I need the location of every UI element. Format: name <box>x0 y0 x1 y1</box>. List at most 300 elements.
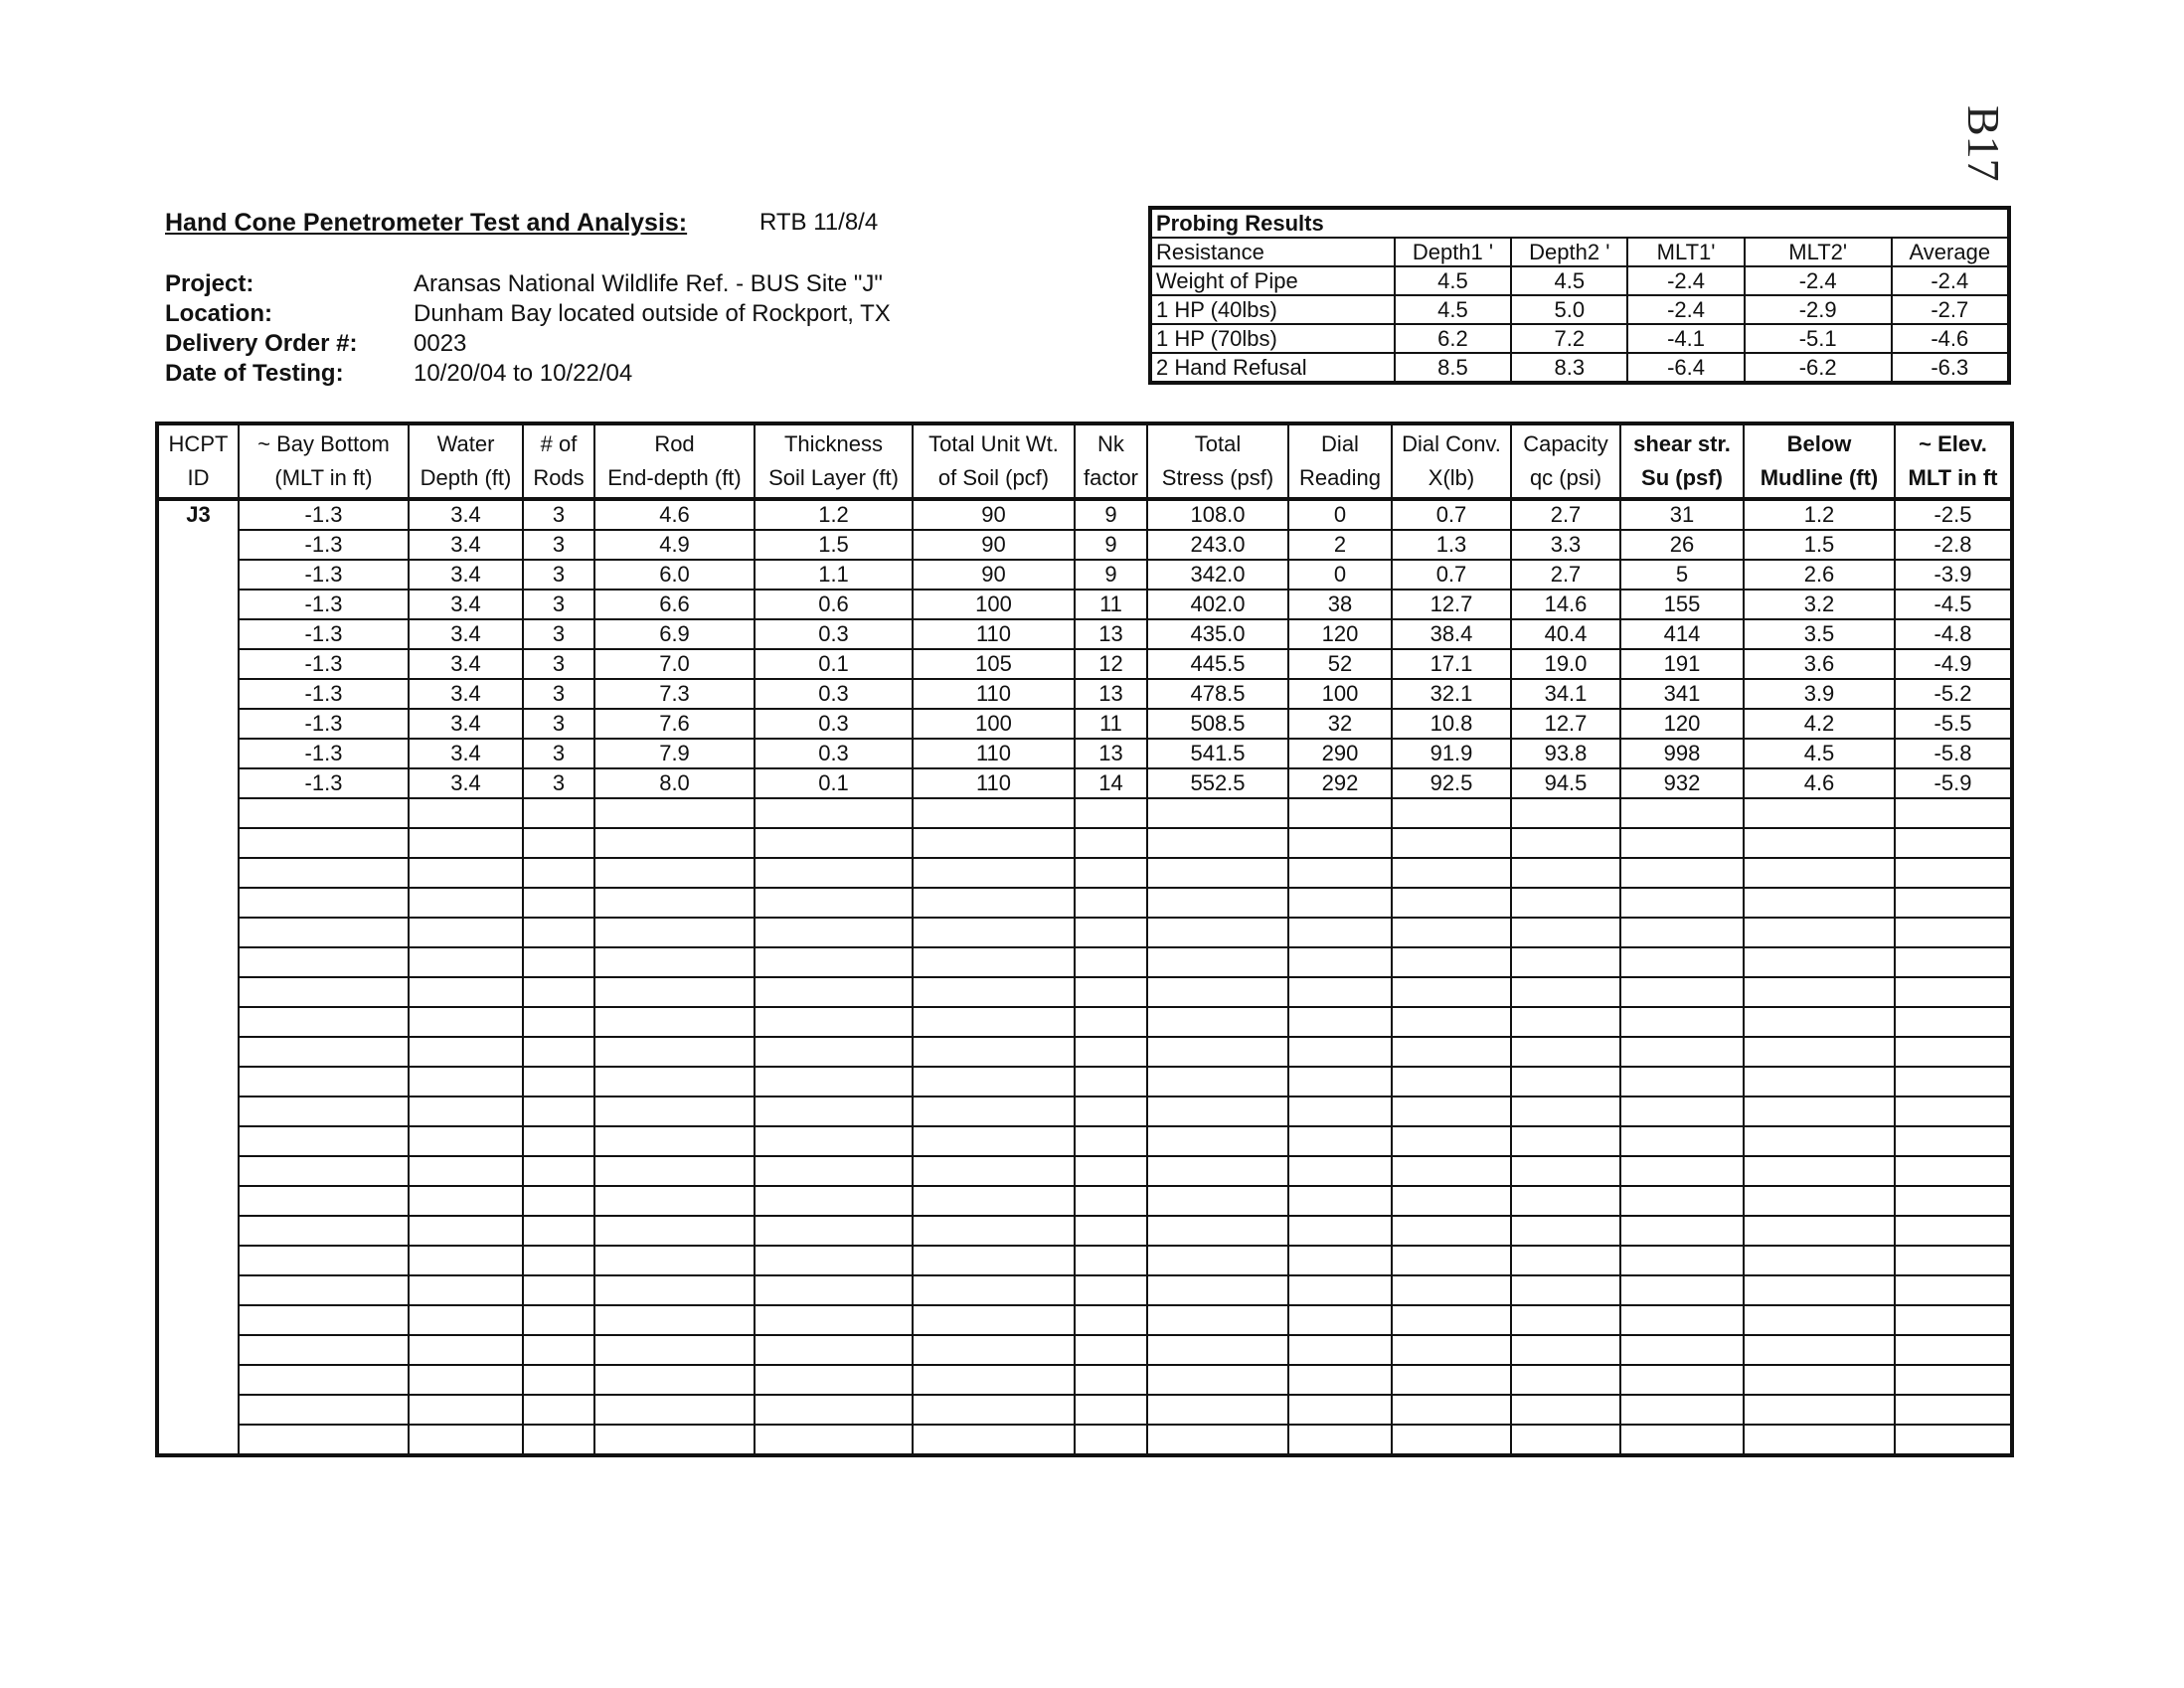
table-cell: 0.7 <box>1392 560 1511 590</box>
hcpt-id-cell <box>157 1305 239 1335</box>
table-cell <box>1392 977 1511 1007</box>
table-cell <box>1620 828 1744 858</box>
table-cell <box>913 1335 1075 1365</box>
table-cell: 445.5 <box>1147 649 1288 679</box>
table-cell <box>1075 1305 1147 1335</box>
table-cell <box>913 1186 1075 1216</box>
table-cell <box>523 888 594 918</box>
table-cell <box>1392 1275 1511 1305</box>
column-header-line1: Rod <box>654 431 695 456</box>
table-cell: 40.4 <box>1511 619 1620 649</box>
table-cell: 3.4 <box>409 499 523 530</box>
table-cell: 3 <box>523 619 594 649</box>
table-cell: 9 <box>1075 499 1147 530</box>
table-cell <box>1392 918 1511 947</box>
empty-table-row <box>157 1067 2012 1097</box>
table-cell <box>913 1007 1075 1037</box>
table-cell <box>1620 1335 1744 1365</box>
table-cell <box>755 1097 913 1126</box>
table-cell: -3.9 <box>1895 560 2012 590</box>
table-cell <box>913 1216 1075 1246</box>
hcpt-id-cell <box>157 649 239 679</box>
table-cell: 1.5 <box>1744 530 1895 560</box>
table-cell <box>594 947 755 977</box>
table-cell: 31 <box>1620 499 1744 530</box>
table-cell: 3 <box>523 768 594 798</box>
table-cell <box>1511 1097 1620 1126</box>
table-cell: 3 <box>523 530 594 560</box>
column-header-line2: factor <box>1083 465 1139 490</box>
table-cell <box>1744 1007 1895 1037</box>
table-cell: 2.7 <box>1511 499 1620 530</box>
empty-table-row <box>157 858 2012 888</box>
table-cell <box>755 1156 913 1186</box>
table-cell: 3 <box>523 739 594 768</box>
table-cell <box>1895 888 2012 918</box>
table-cell: 0.3 <box>755 679 913 709</box>
empty-table-row <box>157 1156 2012 1186</box>
empty-table-row <box>157 1305 2012 1335</box>
table-cell: 342.0 <box>1147 560 1288 590</box>
table-cell <box>1288 1156 1392 1186</box>
column-header <box>1075 423 1147 499</box>
table-cell <box>523 1216 594 1246</box>
table-cell <box>913 1156 1075 1186</box>
table-cell <box>1744 1365 1895 1395</box>
table-cell <box>409 1216 523 1246</box>
table-cell <box>755 1365 913 1395</box>
hcpt-id-cell: J3 <box>157 499 239 530</box>
probing-cell: -6.3 <box>1892 353 2009 383</box>
column-header-line2: Soil Layer (ft) <box>768 465 899 490</box>
table-cell <box>755 1037 913 1067</box>
table-cell: 402.0 <box>1147 590 1288 619</box>
table-cell: 290 <box>1288 739 1392 768</box>
table-cell: 0 <box>1288 499 1392 530</box>
column-header <box>1511 423 1620 499</box>
table-cell <box>1288 918 1392 947</box>
table-cell <box>409 1425 523 1455</box>
probing-cell: -2.4 <box>1627 295 1744 324</box>
table-cell <box>1744 918 1895 947</box>
hcpt-id-cell <box>157 1395 239 1425</box>
table-cell <box>239 1395 409 1425</box>
table-cell <box>913 1246 1075 1275</box>
probing-cell: -2.9 <box>1745 295 1892 324</box>
table-cell: 2.6 <box>1744 560 1895 590</box>
table-cell: -4.9 <box>1895 649 2012 679</box>
hcpt-id-cell <box>157 858 239 888</box>
table-cell <box>239 858 409 888</box>
table-cell: 12 <box>1075 649 1147 679</box>
probing-row <box>1150 353 2009 383</box>
table-cell: 110 <box>913 679 1075 709</box>
table-cell <box>523 1246 594 1275</box>
table-cell <box>1075 858 1147 888</box>
table-cell: 998 <box>1620 739 1744 768</box>
table-cell <box>239 1365 409 1395</box>
table-cell <box>1511 1126 1620 1156</box>
table-cell: 3.4 <box>409 679 523 709</box>
empty-table-row <box>157 1275 2012 1305</box>
table-cell <box>594 1246 755 1275</box>
table-cell <box>409 918 523 947</box>
table-cell <box>1895 1216 2012 1246</box>
table-cell <box>1147 1067 1288 1097</box>
table-cell: -2.5 <box>1895 499 2012 530</box>
table-cell: 932 <box>1620 768 1744 798</box>
hcpt-id-cell <box>157 888 239 918</box>
table-cell: 508.5 <box>1147 709 1288 739</box>
hcpt-id-cell <box>157 590 239 619</box>
table-row <box>157 499 2012 530</box>
table-cell <box>1147 918 1288 947</box>
table-cell <box>594 1275 755 1305</box>
table-cell <box>523 1007 594 1037</box>
table-cell <box>1895 1425 2012 1455</box>
table-cell <box>1392 858 1511 888</box>
hcpt-id-cell <box>157 560 239 590</box>
table-cell <box>523 1156 594 1186</box>
probing-header: MLT2' <box>1745 238 1892 266</box>
table-cell: 12.7 <box>1511 709 1620 739</box>
table-row <box>157 590 2012 619</box>
table-cell <box>409 1097 523 1126</box>
empty-table-row <box>157 1007 2012 1037</box>
table-cell <box>1288 1395 1392 1425</box>
table-cell <box>1744 1246 1895 1275</box>
probing-cell: -4.1 <box>1627 324 1744 353</box>
table-cell <box>1620 798 1744 828</box>
table-cell: 0.3 <box>755 709 913 739</box>
table-cell <box>1075 828 1147 858</box>
column-header-line1: Water <box>436 431 495 456</box>
table-cell <box>1147 1216 1288 1246</box>
table-cell: 91.9 <box>1392 739 1511 768</box>
probing-cell: -2.4 <box>1892 266 2009 295</box>
table-cell: -4.8 <box>1895 619 2012 649</box>
table-cell <box>1620 1305 1744 1335</box>
table-cell: 2 <box>1288 530 1392 560</box>
table-cell <box>239 918 409 947</box>
column-header-line2: Stress (psf) <box>1161 465 1274 490</box>
table-row <box>157 768 2012 798</box>
table-cell <box>1895 1126 2012 1156</box>
empty-table-row <box>157 1126 2012 1156</box>
table-cell: 32.1 <box>1392 679 1511 709</box>
column-header-line2: Mudline (ft) <box>1760 465 1879 490</box>
table-cell <box>1895 1037 2012 1067</box>
column-header-line2: X(lb) <box>1428 465 1475 490</box>
meta-label: Project: <box>165 270 254 297</box>
table-cell <box>1147 1156 1288 1186</box>
hcpt-id-cell <box>157 1186 239 1216</box>
table-cell <box>409 1246 523 1275</box>
table-cell: 120 <box>1288 619 1392 649</box>
column-header-line1: Nk <box>1097 431 1124 456</box>
column-header-line1: Total <box>1194 431 1242 456</box>
table-cell <box>1511 918 1620 947</box>
table-cell <box>1147 1335 1288 1365</box>
column-header-line1: Thickness <box>783 431 884 456</box>
table-cell <box>1895 1067 2012 1097</box>
column-header <box>1895 423 2012 499</box>
table-cell <box>1147 977 1288 1007</box>
table-cell <box>409 947 523 977</box>
table-cell <box>1895 1097 2012 1126</box>
table-cell: 8.0 <box>594 768 755 798</box>
table-cell: 7.3 <box>594 679 755 709</box>
table-cell <box>1511 828 1620 858</box>
table-cell: 478.5 <box>1147 679 1288 709</box>
table-cell: 14.6 <box>1511 590 1620 619</box>
table-cell <box>1392 1097 1511 1126</box>
table-cell <box>1147 828 1288 858</box>
table-cell <box>1744 828 1895 858</box>
table-cell <box>1895 828 2012 858</box>
table-cell <box>1392 828 1511 858</box>
table-cell <box>1288 1097 1392 1126</box>
hcpt-id-cell <box>157 1216 239 1246</box>
table-cell <box>409 977 523 1007</box>
empty-table-row <box>157 977 2012 1007</box>
table-cell <box>1895 1186 2012 1216</box>
hcpt-id-cell <box>157 1246 239 1275</box>
table-cell <box>1392 888 1511 918</box>
table-cell: 3.6 <box>1744 649 1895 679</box>
table-cell: 100 <box>913 709 1075 739</box>
table-cell: -5.2 <box>1895 679 2012 709</box>
table-cell <box>1147 1365 1288 1395</box>
table-cell <box>1075 1395 1147 1425</box>
table-cell <box>1147 858 1288 888</box>
table-cell <box>239 1186 409 1216</box>
table-cell: 0.1 <box>755 649 913 679</box>
table-cell <box>239 1305 409 1335</box>
table-cell <box>913 1305 1075 1335</box>
table-cell <box>1147 1246 1288 1275</box>
column-header <box>409 423 523 499</box>
empty-table-row <box>157 1097 2012 1126</box>
table-cell <box>1147 798 1288 828</box>
table-cell: 3.3 <box>1511 530 1620 560</box>
table-cell <box>523 1067 594 1097</box>
table-row <box>157 709 2012 739</box>
table-cell <box>409 1335 523 1365</box>
table-cell <box>1744 977 1895 1007</box>
table-cell <box>1895 977 2012 1007</box>
column-header-line2: ID <box>187 465 210 490</box>
table-cell <box>1288 947 1392 977</box>
table-cell <box>755 1067 913 1097</box>
table-cell: 105 <box>913 649 1075 679</box>
table-cell <box>1511 798 1620 828</box>
column-header <box>755 423 913 499</box>
table-cell <box>913 1037 1075 1067</box>
penetrometer-data-table <box>155 422 2014 1457</box>
probing-row <box>1150 324 2009 353</box>
table-cell <box>755 888 913 918</box>
hcpt-id-cell <box>157 1037 239 1067</box>
empty-table-row <box>157 1335 2012 1365</box>
table-cell <box>1620 1097 1744 1126</box>
table-cell: 4.2 <box>1744 709 1895 739</box>
table-cell <box>1392 1186 1511 1216</box>
hcpt-id-cell <box>157 739 239 768</box>
table-cell <box>409 858 523 888</box>
table-cell <box>1744 1425 1895 1455</box>
column-header <box>1744 423 1895 499</box>
table-cell <box>1392 1037 1511 1067</box>
table-cell <box>523 1425 594 1455</box>
hcpt-id-cell <box>157 530 239 560</box>
table-cell <box>239 1126 409 1156</box>
empty-table-row <box>157 1246 2012 1275</box>
table-cell <box>1075 1037 1147 1067</box>
table-cell: 90 <box>913 499 1075 530</box>
table-cell: 1.2 <box>755 499 913 530</box>
table-cell <box>1895 1305 2012 1335</box>
column-header <box>1288 423 1392 499</box>
table-cell <box>1392 1425 1511 1455</box>
table-cell: 243.0 <box>1147 530 1288 560</box>
table-cell <box>1744 798 1895 828</box>
table-cell <box>1895 1365 2012 1395</box>
hcpt-id-cell <box>157 1156 239 1186</box>
hcpt-id-cell <box>157 918 239 947</box>
table-cell: 0.3 <box>755 739 913 768</box>
table-cell <box>1288 1067 1392 1097</box>
table-cell <box>755 947 913 977</box>
hcpt-id-cell <box>157 947 239 977</box>
table-cell <box>1895 1275 2012 1305</box>
table-cell <box>1075 1365 1147 1395</box>
table-cell: 3.4 <box>409 739 523 768</box>
table-cell: 7.9 <box>594 739 755 768</box>
table-cell <box>409 1186 523 1216</box>
table-cell <box>913 977 1075 1007</box>
table-cell <box>1075 977 1147 1007</box>
table-cell: 52 <box>1288 649 1392 679</box>
table-cell <box>1511 1246 1620 1275</box>
table-cell <box>1511 1305 1620 1335</box>
table-cell <box>1288 1007 1392 1037</box>
table-cell <box>1744 1097 1895 1126</box>
table-row <box>157 560 2012 590</box>
empty-table-row <box>157 888 2012 918</box>
table-cell: -1.3 <box>239 560 409 590</box>
probing-resistance-label: Weight of Pipe <box>1150 266 1395 295</box>
table-cell <box>594 1186 755 1216</box>
table-cell <box>1895 1007 2012 1037</box>
table-cell <box>1288 1365 1392 1395</box>
probing-row <box>1150 295 2009 324</box>
table-cell <box>523 828 594 858</box>
hcpt-id-cell <box>157 798 239 828</box>
table-cell <box>409 888 523 918</box>
table-cell <box>1075 1097 1147 1126</box>
table-cell: -1.3 <box>239 619 409 649</box>
table-cell <box>594 1425 755 1455</box>
table-cell: 4.5 <box>1744 739 1895 768</box>
table-cell <box>913 858 1075 888</box>
table-cell <box>755 1126 913 1156</box>
hcpt-id-cell <box>157 1425 239 1455</box>
table-cell <box>1075 918 1147 947</box>
table-cell <box>523 1365 594 1395</box>
hcpt-id-cell <box>157 828 239 858</box>
table-cell <box>1392 1335 1511 1365</box>
table-cell <box>1392 798 1511 828</box>
table-cell: 0.1 <box>755 768 913 798</box>
column-header-line1: Dial Conv. <box>1402 431 1501 456</box>
table-cell <box>1147 1097 1288 1126</box>
table-cell: 0.6 <box>755 590 913 619</box>
table-cell <box>1744 1126 1895 1156</box>
table-cell <box>1075 1335 1147 1365</box>
table-cell <box>755 1186 913 1216</box>
table-cell <box>1288 888 1392 918</box>
table-cell <box>239 947 409 977</box>
table-cell <box>409 1067 523 1097</box>
table-cell: 38.4 <box>1392 619 1511 649</box>
table-cell <box>1620 1365 1744 1395</box>
column-header-line2: of Soil (pcf) <box>937 465 1050 490</box>
table-row <box>157 649 2012 679</box>
page-number: B17 <box>1958 105 2009 182</box>
hcpt-id-cell <box>157 1335 239 1365</box>
table-cell <box>1744 1395 1895 1425</box>
table-cell <box>913 1365 1075 1395</box>
table-cell: -4.5 <box>1895 590 2012 619</box>
table-cell <box>1147 1395 1288 1425</box>
table-cell <box>239 888 409 918</box>
empty-table-row <box>157 947 2012 977</box>
table-cell <box>1511 1037 1620 1067</box>
table-cell: 110 <box>913 619 1075 649</box>
table-cell <box>1147 1126 1288 1156</box>
table-cell <box>1744 1275 1895 1305</box>
probing-cell: -4.6 <box>1892 324 2009 353</box>
meta-value: 0023 <box>414 330 467 357</box>
column-header-line2: (MLT in ft) <box>274 465 373 490</box>
table-cell <box>1511 1335 1620 1365</box>
table-cell <box>913 1067 1075 1097</box>
table-cell: 3.5 <box>1744 619 1895 649</box>
table-cell: 292 <box>1288 768 1392 798</box>
probing-cell: 4.5 <box>1395 295 1511 324</box>
column-header <box>1147 423 1288 499</box>
table-cell: 34.1 <box>1511 679 1620 709</box>
table-cell <box>755 977 913 1007</box>
table-cell: -2.8 <box>1895 530 2012 560</box>
table-cell <box>1075 1246 1147 1275</box>
table-cell <box>755 1007 913 1037</box>
table-cell: 9 <box>1075 530 1147 560</box>
table-cell: 0.3 <box>755 619 913 649</box>
table-cell: 3 <box>523 709 594 739</box>
table-cell: 13 <box>1075 739 1147 768</box>
table-cell <box>1744 888 1895 918</box>
table-cell <box>1620 1246 1744 1275</box>
table-cell <box>1147 1007 1288 1037</box>
table-cell: 110 <box>913 739 1075 768</box>
table-cell <box>1288 1275 1392 1305</box>
table-cell <box>523 858 594 888</box>
table-cell <box>594 888 755 918</box>
probing-header: Depth2 ' <box>1511 238 1627 266</box>
table-cell: 11 <box>1075 590 1147 619</box>
